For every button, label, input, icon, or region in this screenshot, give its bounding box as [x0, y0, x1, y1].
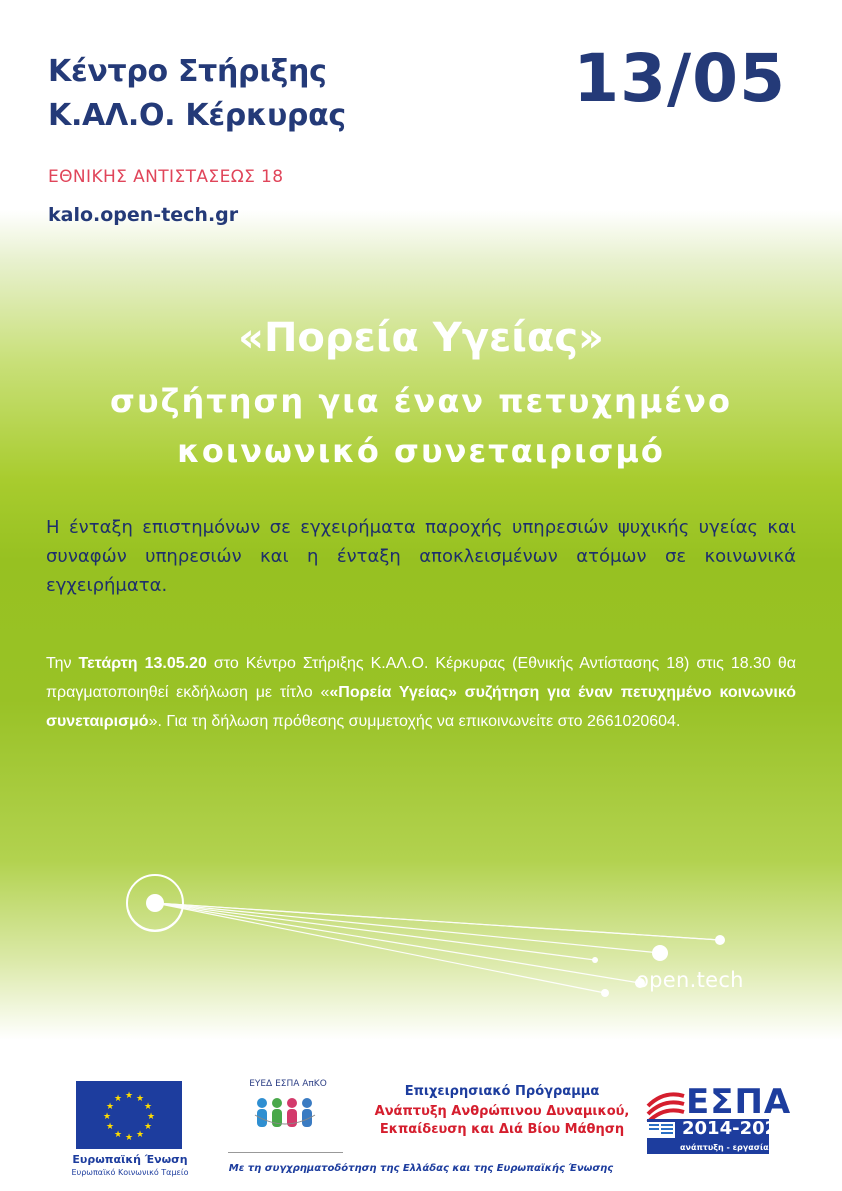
intro-paragraph: Η ένταξη επιστημόνων σε εγχειρήματα παροχής υπηρεσιών ψυχικής υγείας και συναφών υπηρεσιών και η ένταξη αποκλεισμένων ατόμων σε κοινωνικά εγχειρήματα. [46, 517, 796, 596]
program-line1: Επιχειρησιακό Πρόγραμμα [404, 1084, 600, 1099]
org-name-line2: Κ.ΑΛ.Ο. Κέρκυρας [48, 98, 346, 133]
svg-text:★: ★ [146, 1112, 156, 1122]
eyed-title: ΕΥΕΔ ΕΣΠΑ ΑπΚΟ [249, 1079, 327, 1089]
svg-text:★: ★ [113, 1094, 123, 1104]
event-subtitle-line1: συζήτηση για έναν πετυχημένο [110, 382, 732, 420]
details-text-1: Την [46, 655, 79, 672]
details-event-name: «Πορεία Υγείας» συζήτηση για έναν πετυχημένο κοινωνικό συνεταιρισμό [46, 684, 796, 730]
program-line3: Εκπαίδευση και Διά Βίου Μάθηση [379, 1122, 625, 1137]
details-paragraph [46, 649, 796, 736]
espa-tagline: ανάπτυξη - εργασία - αλληλεγγύη [680, 1143, 831, 1152]
org-name-line1: Κέντρο Στήριξης [48, 54, 327, 89]
cofunding-note: Με τη συγχρηματοδότηση της Ελλάδας και της Ευρωπαϊκής Ένωσης [228, 1163, 614, 1174]
website-link[interactable]: kalo.open-tech.gr [48, 204, 239, 226]
svg-text:★: ★ [113, 1130, 123, 1140]
svg-text:★: ★ [143, 1102, 153, 1112]
event-date: 13/05 [573, 40, 786, 117]
program-line2: Ανάπτυξη Ανθρώπινου Δυναμικού, [374, 1104, 630, 1119]
svg-text:★: ★ [124, 1133, 134, 1143]
eyed-divider [228, 1152, 343, 1153]
details-text-3: ». Για τη δήλωση πρόθεσης συμμετοχής να επικοινωνείτε στο 2661020604. [148, 713, 681, 730]
opentech-logo-text: open.tech [636, 968, 744, 992]
svg-text:★: ★ [102, 1112, 112, 1122]
address: ΕΘΝΙΚΗΣ ΑΝΤΙΣΤΑΣΕΩΣ 18 [48, 167, 284, 187]
details-text-2: στο Κέντρο Στήριξης Κ.ΑΛ.Ο. Κέρκυρας (Εθνικής Αντίστασης 18) στις 18.30 θα πραγματοποιηθεί εκδήλωση με τίτλο « [46, 655, 796, 701]
details-day: Τετάρτη 13.05.20 [78, 655, 207, 672]
eyed-people-icon [250, 1093, 320, 1135]
espa-years: 2014-2020 [682, 1118, 790, 1139]
espa-wordmark: ΕΣΠΑ [686, 1082, 792, 1122]
svg-text:★: ★ [124, 1091, 134, 1101]
svg-text:★: ★ [105, 1102, 115, 1112]
eu-flag-logo [76, 1081, 182, 1149]
svg-text:★: ★ [135, 1130, 145, 1140]
svg-text:★: ★ [105, 1122, 115, 1132]
eu-name: Ευρωπαϊκή Ένωση [72, 1153, 188, 1166]
svg-text:★: ★ [143, 1122, 153, 1132]
eu-fund: Ευρωπαϊκό Κοινωνικό Ταμείο [71, 1168, 189, 1177]
event-subtitle-line2: κοινωνικό συνεταιρισμό [177, 432, 665, 470]
organization-name [48, 50, 346, 138]
svg-text:★: ★ [135, 1094, 145, 1104]
event-title: «Πορεία Υγείας» [238, 315, 604, 361]
